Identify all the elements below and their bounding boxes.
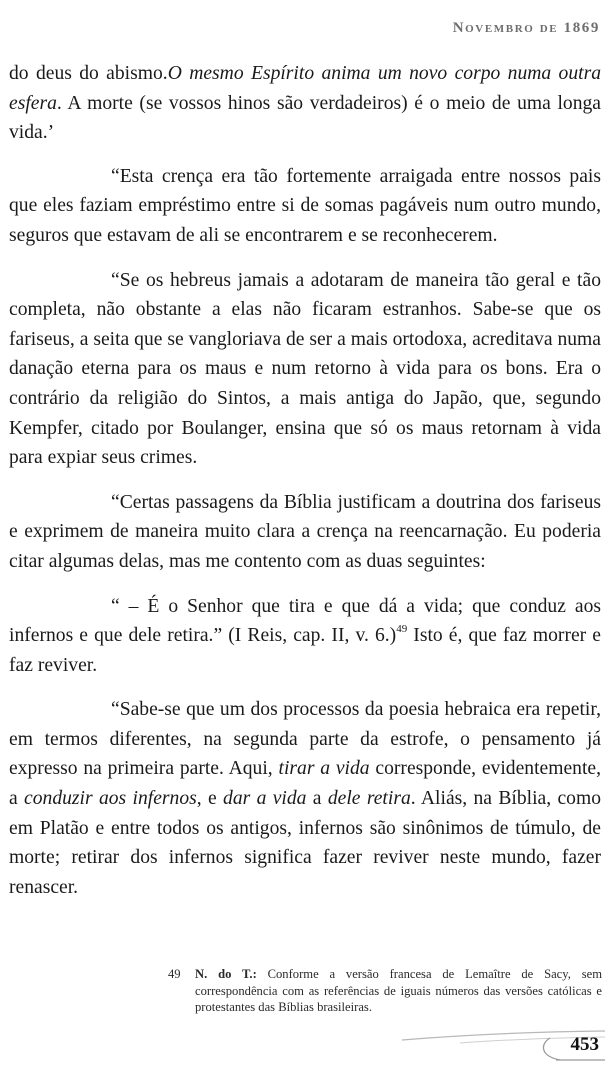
paragraph-6 <box>9 695 601 902</box>
p6-text-d: a <box>306 788 328 810</box>
p6-italic-1: tirar a vida <box>278 758 370 780</box>
p6-text-b: corresponde, evidentemente, a <box>9 758 601 810</box>
p6-text-e: . Aliás, na Bíblia, como em Platão e entre todos os antigos, infernos são sinônimos de túmulo, de morte; retirar dos infernos significa fazer reviver neste mundo, fazer renascer. <box>9 788 601 898</box>
p6-text-a: “Sabe-se que um dos processos da poesia hebraica era repetir, em termos diferentes, na segunda parte da estrofe, o pensamento já expresso na primeira parte. Aqui, <box>9 699 601 780</box>
footnote-text: Conforme a versão francesa de Lemaître de Sacy, sem correspondência com as referências de iguais números das versões católicas e protestantes das Bíblias brasileiras. <box>195 967 603 1015</box>
p5-text-b: Isto é, que faz morrer e faz reviver. <box>9 625 601 676</box>
running-header: Novembro de 1869 <box>452 20 600 36</box>
p6-italic-2: conduzir aos infernos <box>24 788 197 810</box>
paragraph-3: “Se os hebreus jamais a adotaram de maneira tão geral e tão completa, não obstante a elas não ficaram estranhos. Sabe-se que os fariseus, a seita que se vangloriava de ser a mais ortodoxa, acreditava numa danação eterna para os maus e num retorno à vida para os bons. Era o contrário da religião do Sintos, a mais antiga do Japão, que, segundo Kempfer, citado por Boulanger, ensina que só os maus retornam à vida para expiar seus crimes. <box>9 269 601 469</box>
paragraph-1 <box>9 59 601 148</box>
p1-text-a: do deus do abismo. <box>9 63 168 84</box>
footnote-reference[interactable]: 49 <box>396 623 408 636</box>
paragraph-2: “Esta crença era tão fortemente arraigada entre nossos pais que eles faziam empréstimo entre si de somas pagáveis num outro mundo, seguros que estavam de ali se encontrarem e se reconhecerem. <box>9 165 601 246</box>
page-number: 453 <box>570 1034 599 1055</box>
p6-italic-4: dele retira <box>327 788 411 810</box>
footnote-number: 49 <box>168 967 181 981</box>
paragraph-5 <box>9 592 601 681</box>
p5-text-a: “ – É o Senhor que tira e que dá a vida; que conduz aos infernos e que dele retira.” (I Reis, cap. II, v. 6.) <box>9 595 601 647</box>
p6-italic-3: dar a vida <box>223 788 307 810</box>
footnote <box>170 966 602 1016</box>
p1-text-c: . A morte (se vossos hinos são verdadeiros) é o meio de uma longa vida.’ <box>9 92 601 144</box>
footnote-body <box>195 966 602 1016</box>
main-text <box>9 59 601 917</box>
p1-italic: O mesmo Espírito anima um novo corpo numa outra esfera <box>9 63 602 114</box>
footnote-label: N. do T.: <box>195 967 257 981</box>
p6-text-c: , e <box>196 788 224 810</box>
paragraph-4: “Certas passagens da Bíblia justificam a doutrina dos fariseus e exprimem de maneira muito clara a crença na reencarnação. Eu poderia citar algumas delas, mas me contento com as duas seguintes: <box>9 491 601 572</box>
